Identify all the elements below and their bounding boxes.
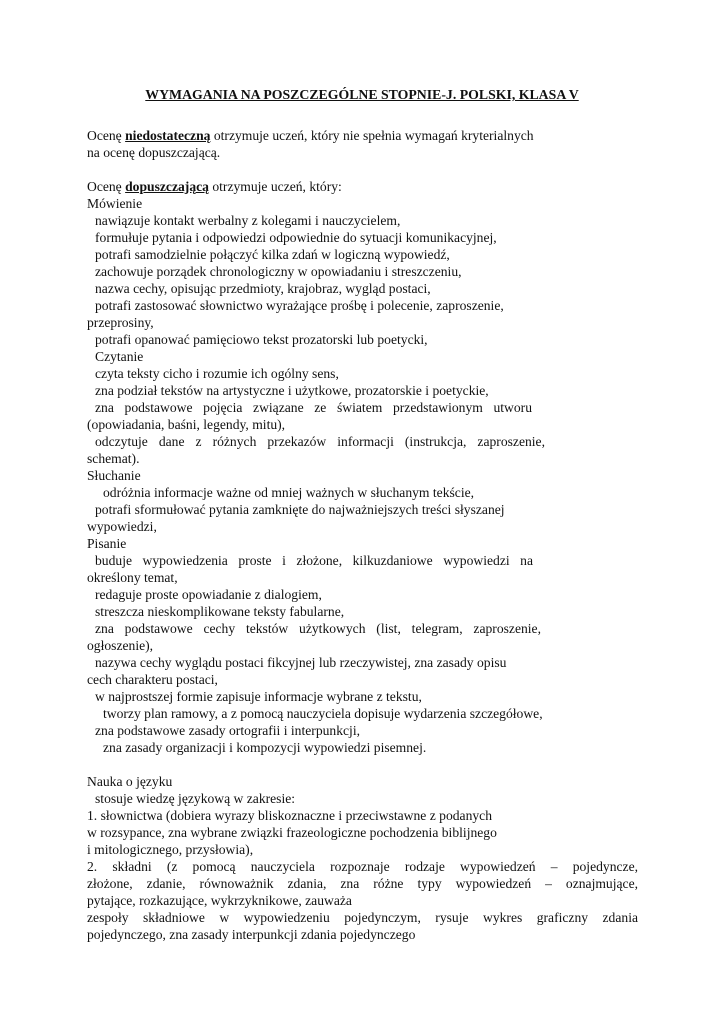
grade-dopuszczajaca: dopuszczającą (125, 179, 209, 194)
grade-dopuszczajaca-heading (87, 178, 342, 195)
list-item: odróżnia informacje ważne od mniej ważnych w słuchanym tekście, (103, 485, 475, 500)
list-item: formułuje pytania i odpowiedzi odpowiednie do sytuacji komunikacyjnej, (95, 230, 497, 245)
list-item: pytające, rozkazujące, wykrzyknikowe, zauważa (87, 893, 352, 908)
list-item: tworzy plan ramowy, a z pomocą nauczyciela dopisuje wydarzenia szczegółowe, (103, 706, 543, 721)
list-item: potrafi zastosować słownictwo wyrażające prośbę i polecenie, zaproszenie, (95, 298, 504, 313)
list-item: nazwa cechy, opisując przedmioty, krajobraz, wygląd postaci, (95, 281, 431, 296)
list-item: w rozsypance, zna wybrane związki frazeologiczne pochodzenia biblijnego (87, 825, 497, 840)
grade-text-pre: Ocenę (87, 179, 126, 194)
intro-text-pre: Ocenę (87, 128, 126, 143)
list-item: cech charakteru postaci, (87, 672, 218, 687)
section-sluchanie: Słuchanie (87, 468, 141, 483)
section-czytanie: Czytanie (95, 349, 144, 364)
list-item: potrafi opanować pamięciowo tekst prozatorski lub poetycki, (95, 332, 428, 347)
list-item: odczytuje dane z różnych przekazów informacji (instrukcja, zaproszenie, (95, 434, 545, 449)
list-item: schemat). (87, 451, 140, 466)
list-item: potrafi samodzielnie połączyć kilka zdań w logiczną wypowiedź, (95, 247, 450, 262)
document-title: WYMAGANIA NA POSZCZEGÓLNE STOPNIE-J. POLSKI, KLASA V (145, 87, 579, 102)
intro-line-1 (87, 127, 534, 144)
list-item: (opowiadania, baśni, legendy, mitu), (87, 417, 286, 432)
list-item: nawiązuje kontakt werbalny z kolegami i nauczycielem, (95, 213, 401, 228)
intro-text-post: otrzymuje uczeń, który nie spełnia wymagań kryterialnych (210, 128, 534, 143)
list-item: ogłoszenie), (87, 638, 154, 653)
list-item: i mitologicznego, przysłowia), (87, 842, 254, 857)
list-item: pojedynczego, zna zasady interpunkcji zdania pojedynczego (87, 927, 416, 942)
list-item: redaguje proste opowiadanie z dialogiem, (95, 587, 322, 602)
list-item: stosuje wiedzę językową w zakresie: (95, 791, 296, 806)
list-item: zespoły składniowe w wypowiedzeniu pojedynczym, rysuje wykres graficzny zdania (87, 910, 638, 925)
list-item: 1. słownictwa (dobiera wyrazy bliskoznaczne i przeciwstawne z podanych (87, 808, 493, 823)
list-item: zna podstawowe cechy tekstów użytkowych (list, telegram, zaproszenie, (95, 621, 541, 636)
list-item: streszcza nieskomplikowane teksty fabularne, (95, 604, 345, 619)
intro-line-2: na ocenę dopuszczającą. (87, 145, 221, 160)
section-nauka-o-jezyku: Nauka o języku (87, 774, 173, 789)
section-pisanie: Pisanie (87, 536, 127, 551)
list-item: czyta teksty cicho i rozumie ich ogólny sens, (95, 366, 339, 381)
list-item: zna podstawowe pojęcia związane ze światem przedstawionym utworu (95, 400, 532, 415)
list-item: 2. składni (z pomocą nauczyciela rozpoznaje rodzaje wypowiedzeń – pojedyncze, (87, 859, 638, 874)
list-item: wypowiedzi, (87, 519, 157, 534)
list-item: zna podstawowe zasady ortografii i interpunkcji, (95, 723, 360, 738)
section-mowienie: Mówienie (87, 196, 143, 211)
list-item: zna podział tekstów na artystyczne i użytkowe, prozatorskie i poetyckie, (95, 383, 489, 398)
list-item: przeprosiny, (87, 315, 154, 330)
list-item: buduje wypowiedzenia proste i złożone, kilkuzdaniowe wypowiedzi na (95, 553, 533, 568)
list-item: zna zasady organizacji i kompozycji wypowiedzi pisemnej. (103, 740, 427, 755)
list-item: określony temat, (87, 570, 178, 585)
list-item: zachowuje porządek chronologiczny w opowiadaniu i streszczeniu, (95, 264, 462, 279)
list-item: potrafi sformułować pytania zamknięte do najważniejszych treści słyszanej (95, 502, 505, 517)
list-item: złożone, zdanie, równoważnik zdania, zna różne typy wypowiedzeń – oznajmujące, (87, 876, 638, 891)
list-item: nazywa cechy wyglądu postaci fikcyjnej lub rzeczywistej, zna zasady opisu (95, 655, 507, 670)
grade-text-post: otrzymuje uczeń, który: (208, 179, 342, 194)
grade-niedostateczna: niedostateczną (125, 128, 211, 143)
list-item: w najprostszej formie zapisuje informacje wybrane z tekstu, (95, 689, 422, 704)
